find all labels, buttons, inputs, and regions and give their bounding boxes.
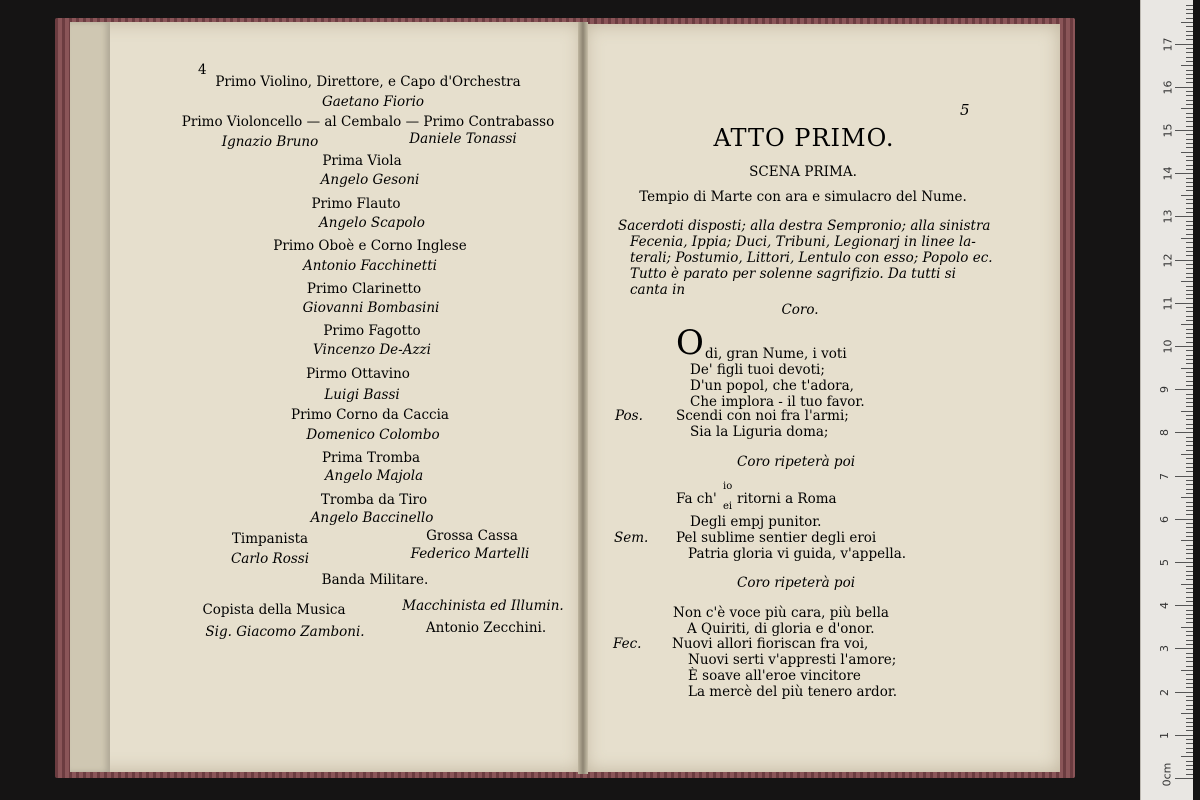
ruler-tick [1186, 597, 1193, 598]
ruler-number: 12 [1161, 253, 1175, 268]
ruler-tick [1186, 342, 1193, 343]
ruler-tick [1186, 376, 1193, 377]
ruler-tick [1186, 134, 1193, 135]
role-title: Tromba da Tiro [320, 492, 428, 508]
ruler-tick [1186, 355, 1193, 356]
role-name: Angelo Majola [324, 468, 424, 484]
verse-line: Pel sublime sentier degli eroi [676, 530, 877, 546]
role-title: Primo Oboè e Corno Inglese [273, 238, 467, 254]
ruler-number: 13 [1161, 209, 1175, 224]
ruler-tick [1186, 333, 1193, 334]
ruler-tick [1186, 121, 1193, 122]
ruler-tick [1186, 726, 1193, 727]
ruler-tick [1186, 234, 1193, 235]
role-title: Primo Violino, Direttore, e Capo d'Orchestra [215, 74, 521, 90]
ruler-tick [1175, 476, 1193, 477]
ruler-tick [1186, 450, 1193, 451]
role-name: Antonio Facchinetti [303, 258, 437, 274]
ruler-tick [1181, 670, 1193, 671]
ruler-number: 1 [1158, 731, 1171, 739]
ruler-tick [1175, 389, 1193, 390]
role-name: Antonio Zecchini. [425, 620, 547, 636]
ruler-tick [1175, 692, 1193, 693]
ruler-tick [1186, 506, 1193, 507]
ruler-tick [1186, 402, 1193, 403]
ruler-tick [1186, 709, 1193, 710]
verse-variant-lower: ei [723, 501, 733, 512]
verse-line: De' figli tuoi devoti; [690, 362, 825, 378]
ruler-tick [1186, 523, 1193, 524]
act-title: ATTO PRIMO. [713, 124, 895, 152]
role-title: Pirmo Ottavino [306, 366, 410, 382]
ruler-tick [1181, 454, 1193, 455]
ruler-tick [1186, 752, 1193, 753]
speaker-label: Fec. [613, 636, 642, 652]
role-title: Prima Tromba [321, 450, 421, 466]
ruler-tick [1186, 445, 1193, 446]
verse-line: Sia la Liguria doma; [690, 424, 829, 440]
ruler-tick [1186, 730, 1193, 731]
scene-title: SCENA PRIMA. [749, 164, 857, 180]
ruler-tick [1181, 540, 1193, 541]
ruler-tick [1186, 510, 1193, 511]
ruler-tick [1186, 739, 1193, 740]
ruler-number: 7 [1158, 472, 1171, 480]
ruler-tick [1181, 368, 1193, 369]
ruler-tick [1186, 290, 1193, 291]
ruler-tick [1186, 78, 1193, 79]
verse-line: Nuovi allori fioriscan fra voi, [672, 636, 869, 652]
ruler-tick [1175, 87, 1193, 88]
speaker-label: Sem. [614, 530, 649, 546]
ruler-tick [1186, 320, 1193, 321]
verse-line: A Quiriti, di gloria e d'onor. [687, 621, 875, 637]
ruler-unit-label: 0cm [1160, 762, 1174, 787]
ruler-tick [1186, 100, 1193, 101]
ruler-tick [1181, 713, 1193, 714]
ruler-tick [1186, 769, 1193, 770]
ruler-tick [1186, 718, 1193, 719]
ruler-tick [1175, 432, 1193, 433]
ruler-tick [1186, 640, 1193, 641]
ruler-tick [1181, 497, 1193, 498]
ruler-tick [1186, 424, 1193, 425]
ruler-tick [1186, 644, 1193, 645]
ruler-tick [1186, 277, 1193, 278]
chorus-repeat-note: Coro ripeterà poi [736, 454, 856, 470]
ruler-tick [1181, 65, 1193, 66]
ruler-tick [1186, 614, 1193, 615]
role-name: Federico Martelli [410, 546, 530, 562]
ruler-tick [1186, 273, 1193, 274]
ruler-tick [1186, 553, 1193, 554]
ruler-tick [1186, 329, 1193, 330]
ruler-number: 17 [1161, 37, 1175, 52]
role-name: Carlo Rossi [230, 551, 310, 567]
ruler-tick [1186, 74, 1193, 75]
ruler-number: 15 [1161, 123, 1175, 138]
role-title: Copista della Musica [202, 602, 346, 618]
ruler-tick [1186, 558, 1193, 559]
page-number: 5 [960, 101, 970, 119]
ruler-tick [1186, 674, 1193, 675]
ruler-tick [1175, 216, 1193, 217]
ruler-tick [1186, 467, 1193, 468]
ruler-tick [1175, 735, 1193, 736]
ruler-tick [1186, 484, 1193, 485]
ruler-tick [1186, 601, 1193, 602]
role-title: Prima Viola [322, 153, 402, 169]
ruler-tick [1186, 549, 1193, 550]
ruler-tick [1186, 26, 1193, 27]
ruler-tick [1186, 117, 1193, 118]
ruler-tick [1186, 104, 1193, 105]
ruler-tick [1175, 173, 1193, 174]
stage-direction-line: Sacerdoti disposti; alla destra Sempronio; alla sinistra [618, 218, 991, 234]
ruler-tick [1186, 428, 1193, 429]
ruler-tick [1186, 571, 1193, 572]
role-name: Daniele Tonassi [409, 131, 517, 147]
ruler-tick [1175, 648, 1193, 649]
ruler-tick [1186, 147, 1193, 148]
ruler-tick [1186, 683, 1193, 684]
ruler-tick [1186, 653, 1193, 654]
ruler-tick [1186, 588, 1193, 589]
ruler-tick [1186, 666, 1193, 667]
ruler-tick [1186, 722, 1193, 723]
ruler-tick [1186, 350, 1193, 351]
ruler-tick [1181, 411, 1193, 412]
ruler-tick [1186, 61, 1193, 62]
page-number: 4 [198, 62, 207, 78]
verse-line: Scendi con noi fra l'armi; [676, 408, 849, 424]
drop-cap: O [676, 323, 704, 363]
role-title: Primo Corno da Caccia [291, 407, 449, 423]
book-gutter [578, 22, 588, 774]
ruler-number: 10 [1161, 339, 1175, 354]
ruler-tick [1186, 31, 1193, 32]
ruler-tick [1186, 385, 1193, 386]
ruler-tick [1186, 247, 1193, 248]
ruler-tick [1186, 566, 1193, 567]
ruler-tick [1175, 260, 1193, 261]
ruler-tick [1186, 679, 1193, 680]
ruler-tick [1186, 156, 1193, 157]
verse-line: Patria gloria vi guida, v'appella. [688, 546, 907, 562]
ruler-tick [1186, 463, 1193, 464]
scene-setting: Tempio di Marte con ara e simulacro del Nume. [639, 189, 967, 205]
ruler-tick [1186, 743, 1193, 744]
ruler-tick [1186, 186, 1193, 187]
ruler-tick [1186, 696, 1193, 697]
ruler-number: 4 [1158, 602, 1171, 610]
ruler-tick [1186, 18, 1193, 19]
verse-line: Degli empj punitor. [690, 514, 822, 530]
chorus-repeat-note: Coro ripeterà poi [736, 575, 856, 591]
ruler-tick [1186, 536, 1193, 537]
ruler-number: 9 [1158, 386, 1171, 394]
ruler-tick [1186, 631, 1193, 632]
ruler-tick [1186, 575, 1193, 576]
role-title: Timpanista [231, 531, 309, 547]
ruler-tick [1186, 761, 1193, 762]
ruler-tick [1186, 618, 1193, 619]
ruler-tick [1186, 35, 1193, 36]
ruler-tick [1186, 242, 1193, 243]
ruler-tick [1186, 9, 1193, 10]
ruler-tick [1186, 415, 1193, 416]
verse-line: D'un popol, che t'adora, [690, 378, 854, 394]
ruler-tick [1186, 57, 1193, 58]
ruler-tick [1186, 363, 1193, 364]
ruler-tick [1186, 229, 1193, 230]
ruler-tick [1186, 255, 1193, 256]
ruler-tick [1175, 303, 1193, 304]
role-name: Vincenzo De-Azzi [313, 342, 431, 358]
ruler-tick [1186, 489, 1193, 490]
ruler-tick [1186, 251, 1193, 252]
verse-line: Non c'è voce più cara, più bella [673, 605, 889, 621]
stage-direction-line: Fecenia, Ippia; Duci, Tribuni, Legionarj in linee la- [630, 234, 976, 250]
ruler-tick [1186, 225, 1193, 226]
ruler-tick [1186, 545, 1193, 546]
verse-line: Fa ch' [676, 491, 717, 507]
ruler-tick [1186, 458, 1193, 459]
role-title: Primo Clarinetto [306, 281, 422, 297]
stage-direction-line: terali; Postumio, Littori, Lentulo con esso; Popolo ec. [630, 250, 993, 266]
ruler-tick [1186, 178, 1193, 179]
ruler-tick [1186, 437, 1193, 438]
ruler-number: 2 [1158, 688, 1171, 696]
ruler-tick [1186, 359, 1193, 360]
ruler-tick [1186, 687, 1193, 688]
ruler-tick [1186, 91, 1193, 92]
ruler-tick [1186, 514, 1193, 515]
page-flap [70, 22, 110, 772]
ruler-tick [1186, 705, 1193, 706]
ruler-tick [1186, 143, 1193, 144]
band-label: Banda Militare. [321, 572, 429, 588]
verse-line: La mercè del più tenero ardor. [688, 684, 898, 700]
ruler-tick [1186, 657, 1193, 658]
ruler-number: 3 [1158, 645, 1171, 653]
ruler-tick [1186, 635, 1193, 636]
ruler-tick [1186, 48, 1193, 49]
chorus-label: Coro. [781, 302, 819, 318]
ruler-tick [1175, 519, 1193, 520]
verse-line: È soave all'eroe vincitore [688, 668, 861, 684]
ruler-tick [1175, 562, 1193, 563]
ruler-tick [1186, 190, 1193, 191]
ruler-tick [1186, 264, 1193, 265]
verse-line: Che implora - il tuo favor. [690, 394, 865, 410]
role-title: Primo Flauto [311, 196, 401, 212]
ruler-tick [1186, 182, 1193, 183]
verse-variant-upper: io [723, 481, 733, 492]
verse-line: di, gran Nume, i voti [705, 346, 847, 362]
ruler-tick [1186, 480, 1193, 481]
ruler-number: 14 [1161, 166, 1175, 181]
ruler-tick [1186, 532, 1193, 533]
role-title: Primo Violoncello — al Cembalo — Primo Contrabasso [181, 114, 555, 130]
ruler-tick [1186, 381, 1193, 382]
role-name: Sig. Giacomo Zamboni. [205, 624, 365, 640]
ruler-tick [1186, 471, 1193, 472]
ruler-number: 5 [1158, 559, 1171, 566]
ruler-tick [1186, 294, 1193, 295]
measurement-ruler [1140, 0, 1193, 800]
ruler-tick [1186, 406, 1193, 407]
role-title: Grossa Cassa [426, 528, 518, 544]
ruler-tick [1186, 774, 1193, 775]
ruler-tick [1181, 627, 1193, 628]
role-name: Angelo Baccinello [310, 510, 434, 526]
ruler-tick [1186, 622, 1193, 623]
ruler-tick [1186, 298, 1193, 299]
role-name: Gaetano Fiorio [321, 94, 425, 110]
ruler-tick [1181, 324, 1193, 325]
ruler-tick [1186, 610, 1193, 611]
ruler-tick [1175, 778, 1193, 779]
ruler-tick [1186, 316, 1193, 317]
ruler-tick [1186, 398, 1193, 399]
ruler-tick [1186, 493, 1193, 494]
ruler-tick [1186, 372, 1193, 373]
verse-line: Nuovi serti v'appresti l'amore; [688, 652, 897, 668]
ruler-tick [1186, 307, 1193, 308]
ruler-tick [1186, 52, 1193, 53]
ruler-tick [1186, 5, 1193, 6]
ruler-tick [1181, 22, 1193, 23]
ruler-tick [1186, 268, 1193, 269]
ruler-tick [1186, 95, 1193, 96]
ruler-number: 8 [1158, 429, 1171, 437]
ruler-tick [1186, 126, 1193, 127]
ruler-tick [1186, 579, 1193, 580]
ruler-tick [1181, 584, 1193, 585]
ruler-tick [1186, 203, 1193, 204]
ruler-tick [1186, 165, 1193, 166]
ruler-tick [1181, 756, 1193, 757]
ruler-tick [1186, 113, 1193, 114]
ruler-tick [1186, 199, 1193, 200]
ruler-tick [1186, 527, 1193, 528]
ruler-tick [1181, 152, 1193, 153]
stage-direction-line: Tutto è parato per solenne sagrifizio. Da tutti si [630, 266, 956, 282]
role-title: Primo Fagotto [323, 323, 421, 339]
ruler-tick [1186, 765, 1193, 766]
ruler-number: 6 [1158, 515, 1171, 523]
ruler-tick [1175, 346, 1193, 347]
ruler-tick [1186, 208, 1193, 209]
ruler-tick [1186, 139, 1193, 140]
ruler-number: 16 [1161, 80, 1175, 95]
ruler-tick [1175, 605, 1193, 606]
ruler-tick [1186, 311, 1193, 312]
ruler-tick [1186, 441, 1193, 442]
role-name: Angelo Gesoni [320, 172, 420, 188]
ruler-tick [1186, 661, 1193, 662]
ruler-tick [1186, 700, 1193, 701]
role-title: Macchinista ed Illumin. [402, 598, 564, 614]
ruler-tick [1186, 419, 1193, 420]
ruler-number: 11 [1161, 296, 1175, 311]
ruler-tick [1186, 169, 1193, 170]
ruler-tick [1186, 221, 1193, 222]
ruler-tick [1175, 44, 1193, 45]
role-name: Ignazio Bruno [221, 134, 319, 150]
ruler-tick [1181, 108, 1193, 109]
speaker-label: Pos. [615, 408, 643, 424]
ruler-tick [1186, 82, 1193, 83]
ruler-tick [1181, 238, 1193, 239]
ruler-tick [1186, 394, 1193, 395]
stage-direction-line: canta in [630, 282, 686, 298]
ruler-tick [1186, 212, 1193, 213]
ruler-tick [1181, 281, 1193, 282]
ruler-tick [1186, 70, 1193, 71]
ruler-tick [1186, 13, 1193, 14]
verse-line: ritorni a Roma [737, 491, 837, 507]
ruler-tick [1186, 286, 1193, 287]
ruler-tick [1175, 130, 1193, 131]
ruler-tick [1186, 748, 1193, 749]
ruler-tick [1186, 160, 1193, 161]
role-name: Angelo Scapolo [319, 215, 425, 231]
ruler-tick [1186, 592, 1193, 593]
role-name: Domenico Colombo [306, 427, 440, 443]
role-name: Giovanni Bombasini [302, 300, 440, 316]
ruler-tick [1186, 502, 1193, 503]
ruler-tick [1186, 39, 1193, 40]
ruler-tick [1181, 195, 1193, 196]
ruler-tick [1186, 337, 1193, 338]
role-name: Luigi Bassi [324, 387, 400, 403]
